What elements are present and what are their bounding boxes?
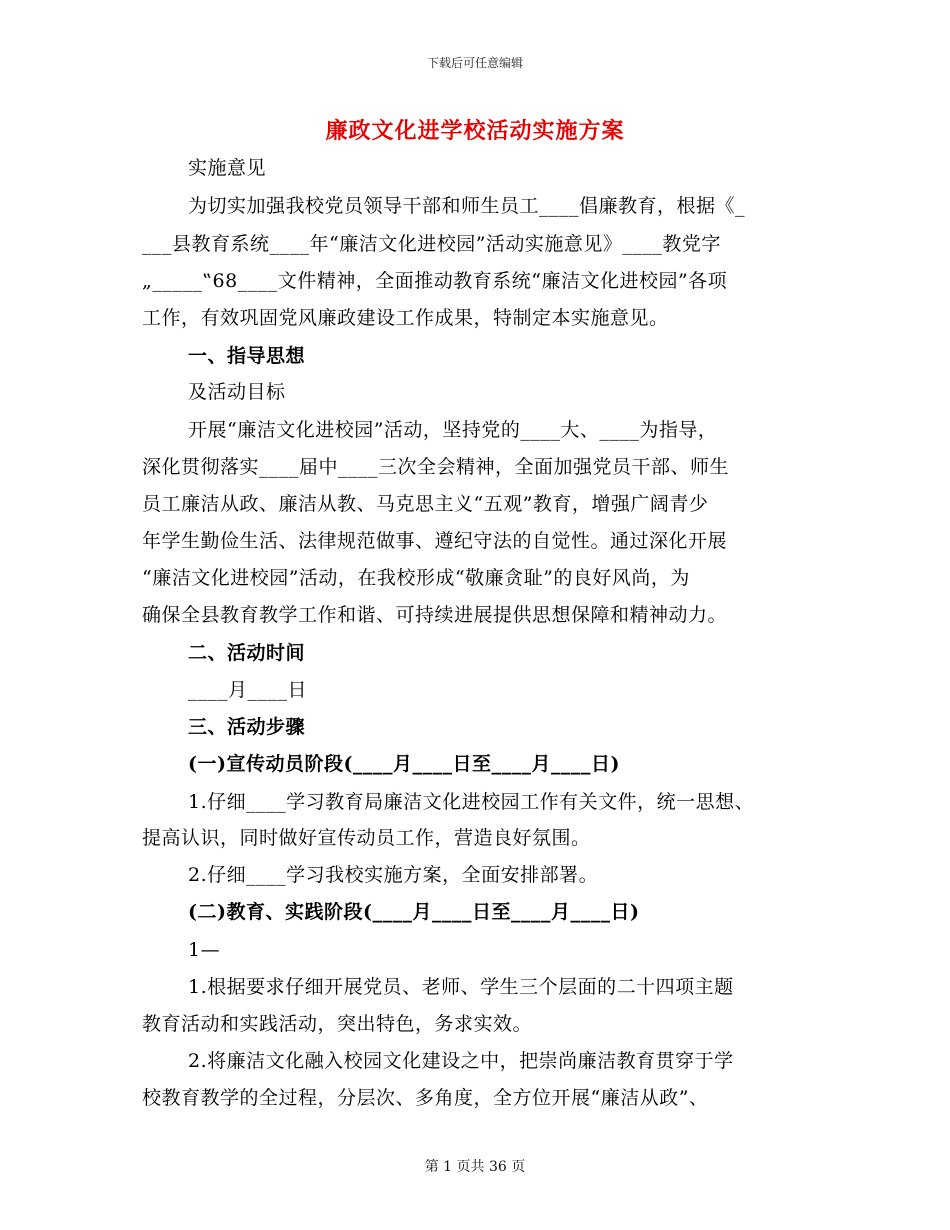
paragraph-line: 1— [188, 939, 221, 961]
paragraph-line: “廉洁文化进校园”活动，在我校形成“敬廉贪耻”的良好风尚，为 [142, 567, 690, 589]
paragraph-line: 2.仔细____学习我校实施方案，全面安排部署。 [188, 864, 599, 886]
paragraph-line: ____月____日 [188, 679, 308, 701]
paragraph-line: 深化贯彻落实____届中____三次全会精神，全面加强党员干部、师生 [142, 456, 730, 478]
paragraph-line: ___县教育系统____年“廉洁文化进校园”活动实施意见》____教党字 [142, 233, 721, 255]
subsection-heading: (一)宣传动员阶段(____月____日至____月____日) [188, 753, 620, 775]
page-header: 下载后可任意编辑 [426, 56, 523, 70]
subsection-heading: (二)教育、实践阶段(____月____日至____月____日) [188, 901, 640, 923]
paragraph-line: 校教育教学的全过程，分层次、多角度，全方位开展“廉洁从政”、 [142, 1087, 709, 1109]
page-footer: 第 1 页共 36 页 [424, 1159, 526, 1175]
paragraph-line: 工作，有效巩固党风廉政建设工作成果，特制定本实施意见。 [142, 307, 669, 329]
paragraph-line: 1.根据要求仔细开展党员、老师、学生三个层面的二十四项主题 [188, 976, 734, 998]
paragraph-line: 1.仔细____学习教育局廉洁文化进校园工作有关文件，统一思想、 [188, 791, 755, 813]
paragraph-line: 开展“廉洁文化进校园”活动，坚持党的____大、____为指导， [188, 419, 718, 441]
document-title: 廉政文化进学校活动实施方案 [325, 118, 625, 144]
paragraph-line: 提高认识，同时做好宣传动员工作，营造良好氛围。 [142, 827, 591, 849]
paragraph-line: 及活动目标 [188, 381, 286, 403]
paragraph-line: 为切实加强我校党员领导干部和师生员工____倡廉教育，根据《_ [188, 195, 746, 217]
section-heading: 二、活动时间 [188, 642, 306, 664]
paragraph-line: 2.将廉洁文化融入校园文化建设之中，把崇尚廉洁教育贯穿于学 [188, 1050, 734, 1072]
paragraph-line: „_____‟68____文件精神，全面推动教育系统“廉洁文化进校园”各项 [142, 270, 728, 292]
paragraph-line: 确保全县教育教学工作和谐、可持续进展提供思想保障和精神动力。 [142, 604, 728, 626]
paragraph-line: 员工廉洁从政、廉洁从教、马克思主义“五观”教育，增强广阔青少 [142, 493, 709, 515]
section-label: 实施意见 [188, 157, 267, 179]
section-heading: 一、指导思想 [188, 345, 306, 367]
paragraph-line: 教育活动和实践活动，突出特色，务求实效。 [142, 1013, 533, 1035]
paragraph-line: 年学生勤俭生活、法律规范做事、遵纪守法的自觉性。通过深化开展 [142, 530, 728, 552]
section-heading: 三、活动步骤 [188, 716, 306, 738]
